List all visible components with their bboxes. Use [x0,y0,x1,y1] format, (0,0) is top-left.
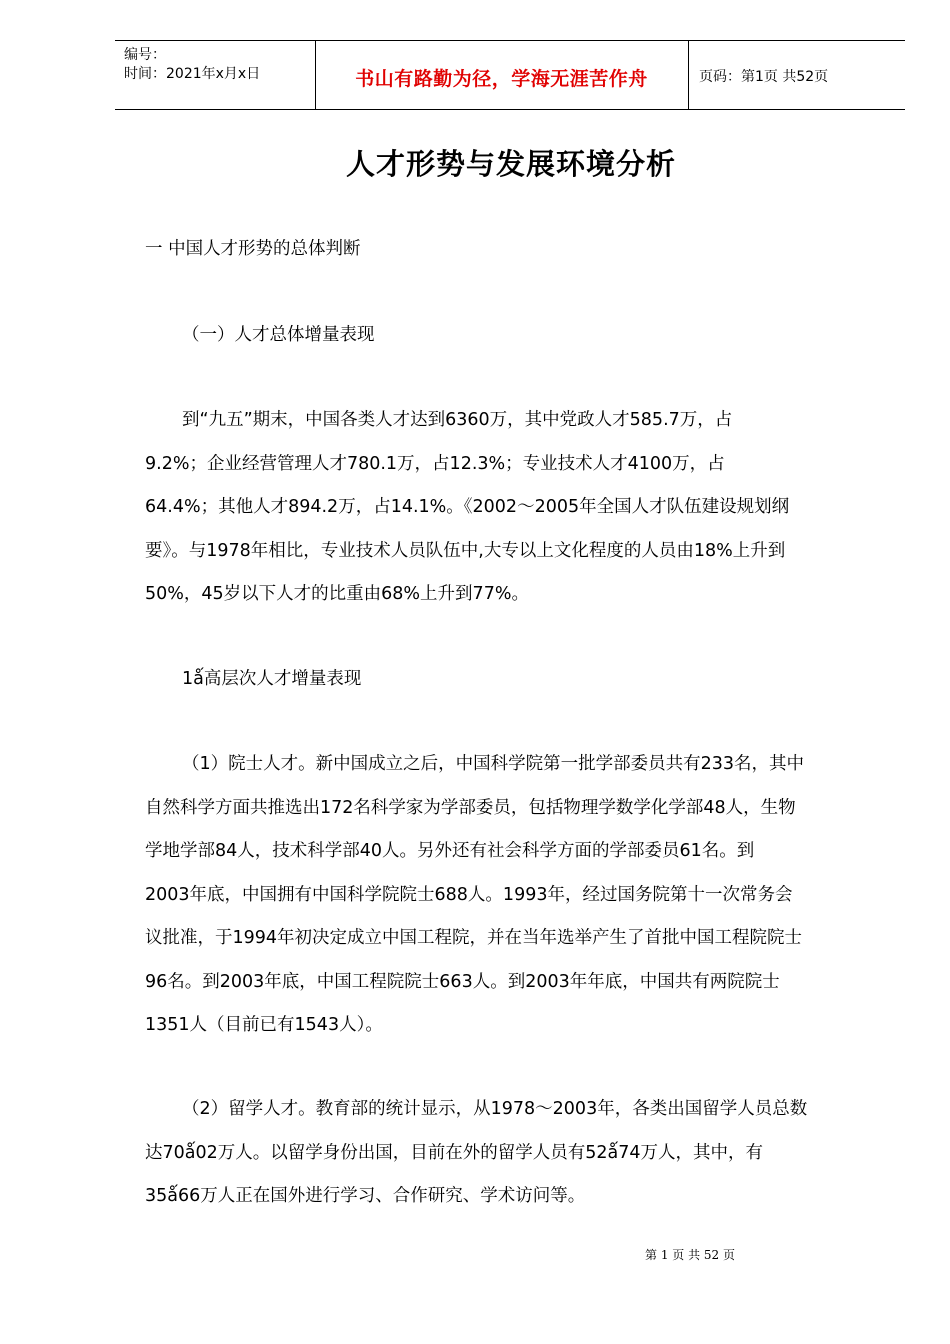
number-label: 编号： [124,47,166,63]
section-heading: 一 中国人才形势的总体判断 [145,239,361,259]
paragraph-line: （1）院士人才。新中国成立之后，中国科学院第一批学部委员共有233名，其中 [182,754,805,774]
paragraph-line: 达70ǻ02万人。以留学身份出国，目前在外的留学人员有52ǻ74万人，其中，有 [145,1142,764,1163]
paragraph-line: 1351人（目前已有1543人）。 [145,1015,383,1035]
paragraph-line: 学地学部84人，技术科学部40人。另外还有社会科学方面的学部委员61名。到 [145,841,755,861]
header-page-cell [688,41,905,109]
paragraph-overseas-students [145,1088,885,1219]
page-footer: 第 1 页 共 52 页 [645,1248,735,1262]
paragraph-line: 9.2%；企业经营管理人才780.1万，占12.3%；专业技术人才4100万，占 [145,453,725,474]
document-header [115,40,905,110]
paragraph-line: 自然科学方面共推选出172名科学家为学部委员，包括物理学数学化学部48人，生物 [145,797,796,818]
page-title: 人才形势与发展环境分析 [345,147,676,181]
paragraph-line: 64.4%；其他人才894.2万，占14.1%。《2002～2005年全国人才队伍建设规划纲 [145,497,790,517]
paragraph-line: 35ǻ66万人正在国外进行学习、合作研究、学术访问等。 [145,1186,586,1206]
header-info-cell [115,41,316,109]
paragraph-line: 到“九五”期末，中国各类人才达到6360万，其中党政人才585.7万，占 [182,410,733,430]
paragraph-line: 2003年底，中国拥有中国科学院院士688人。1993年，经过国务院第十一次常务会 [145,884,793,905]
page-code: 页码：第1页 共52页 [699,69,829,85]
motto: 书山有路勤为径，学海无涯苦作舟 [355,68,648,90]
paragraph-line: 96名。到2003年底，中国工程院院士663人。到2003年年底，中国共有两院院士 [145,971,780,992]
header-motto-cell [315,41,689,109]
paragraph-academicians [145,743,885,1048]
paragraph-line: 议批准，于1994年初决定成立中国工程院，并在当年选举产生了首批中国工程院院士 [145,928,803,948]
paragraph-line: （2）留学人才。教育部的统计显示，从1978～2003年，各类出国留学人员总数 [182,1099,808,1119]
paragraph-line: 50%，45岁以下人才的比重由68%上升到77%。 [145,584,529,604]
paragraph-talent-totals [145,399,885,617]
subsection-heading: （一）人才总体增量表现 [182,325,375,345]
item-heading: 1ǻ高层次人才增量表现 [182,669,362,689]
time-label: 时间：2021年x月x日 [124,66,261,82]
paragraph-line: 要》。与1978年相比，专业技术人员队伍中,大专以上文化程度的人员由18%上升到 [145,540,786,561]
